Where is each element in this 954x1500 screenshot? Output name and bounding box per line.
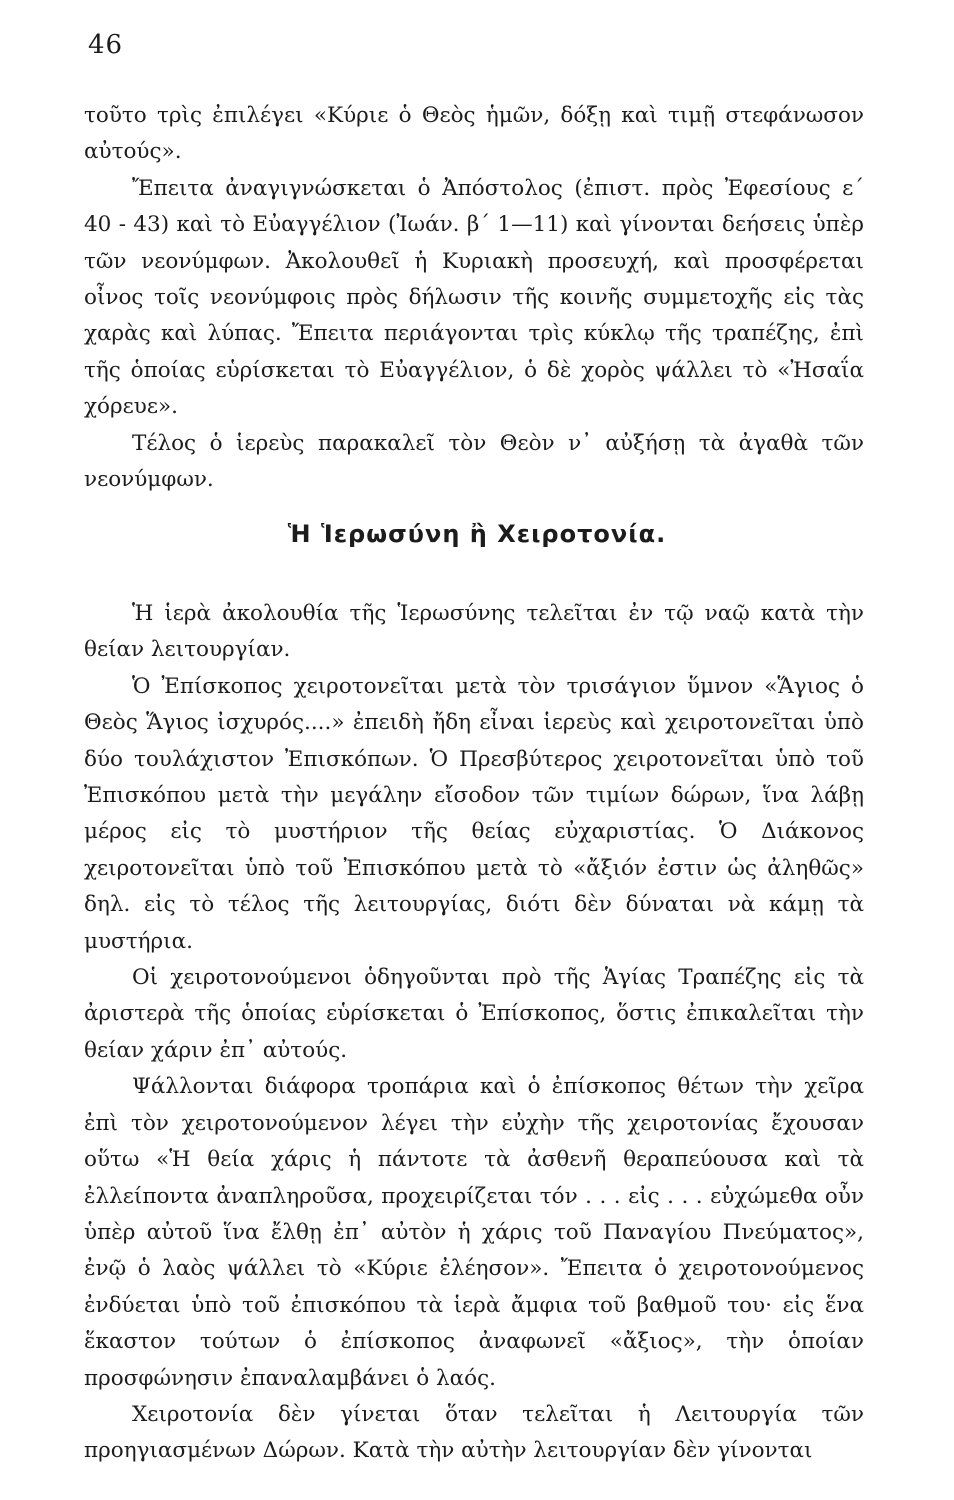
paragraph-continuation: τοῦτο τρὶς ἐπιλέγει «Κύριε ὁ Θεὸς ἡμῶν, δόξῃ καὶ τιμῇ στεφάνωσον αὐτούς». <box>84 103 864 165</box>
paragraph-ordination-prayer: Ψάλλονται διάφορα τροπάρια καὶ ὁ ἐπίσκοπος θέτων τὴν χεῖρα ἐπὶ τὸν χειροτονούμενον λέγει τὴν εὐχὴν τῆς χειροτονίας ἔχουσαν οὕτω «Ἡ θεία χάρις ἡ πάντοτε τὰ ἀσθενῆ θεραπεύουσα καὶ τὰ ἐλλείποντα ἀναπληροῦσα, προχειρίζεται τόν . . . εἰς . . . εὐχώμεθα οὖν ὑπὲρ αὐτοῦ ἵνα ἔλθῃ ἐπ᾽ αὐτὸν ἡ χάρις τοῦ Παναγίου Πνεύματος», ἐνῷ ὁ λαὸς ψάλλει τὸ «Κύριε ἐλέησον». Ἔπειτα ὁ χειροτονούμενος ἐνδύεται ὑπὸ τοῦ ἐπισκόπου τὰ ἱερὰ ἄμφια τοῦ βαθμοῦ του· εἰς ἕνα ἕκαστον τούτων ὁ ἐπίσκοπος ἀναφωνεῖ «ἄξιος», τὴν ὁποίαν προσφώνησιν ἐπαναλαμβάνει ὁ λαός. <box>84 1074 864 1391</box>
paragraph-candidates-led: Οἱ χειροτονούμενοι ὁδηγοῦνται πρὸ τῆς Ἁγίας Τραπέζης εἰς τὰ ἀριστερὰ τῆς ὁποίας εὑρίσκεται ὁ Ἐπίσκοπος, ὅστις ἐπικαλεῖται τὴν θείαν χάριν ἐπ᾽ αὐτούς. <box>84 965 864 1063</box>
page-number: 46 <box>88 30 124 60</box>
paragraph-final-blessing: Τέλος ὁ ἱερεὺς παρακαλεῖ τὸν Θεὸν ν᾽ αὐξήσῃ τὰ ἀγαθὰ τῶν νεονύμφων. <box>84 430 864 493</box>
paragraph-apostle-gospel: Ἔπειτα ἀναγιγνώσκεται ὁ Ἀπόστολος (ἐπιστ. πρὸς Ἐφεσίους ε΄ 40 - 43) καὶ τὸ Εὐαγγέλιον (Ἰωάν. β΄ 1—11) καὶ γίνονται δεήσεις ὑπὲρ τῶν νεονύμφων. Ἀκολουθεῖ ἡ Κυριακὴ προσευχή, καὶ προσφέρεται οἶνος τοῖς νεονύμφοις πρὸς δήλωσιν τῆς κοινῆς συμμετοχῆς εἰς τὰς χαρὰς καὶ λύπας. Ἔπειτα περιάγονται τρὶς κύκλῳ τῆς τραπέζης, ἐπὶ τῆς ὁποίας εὑρίσκεται τὸ Εὐαγγέλιον, ὁ δὲ χορὸς ψάλλει τὸ «Ἠσαΐα χόρευε». <box>84 175 864 420</box>
paragraph-presanctified: Χειροτονία δὲν γίνεται ὅταν τελεῖται ἡ Λειτουργία τῶν προηγιασμένων Δώρων. Κατὰ τὴν αὐτὴν λειτουργίαν δὲν γίνονται <box>84 1401 864 1464</box>
paragraph-priesthood-intro: Ἡ ἱερὰ ἀκολουθία τῆς Ἱερωσύνης τελεῖται ἐν τῷ ναῷ κατὰ τὴν θείαν λειτουργίαν. <box>84 601 864 663</box>
text-block-after-heading <box>84 596 864 1470</box>
section-heading: Ἡ Ἱερωσύνη ἢ Χειροτονία. <box>287 520 667 548</box>
text-block-before-heading <box>84 98 864 498</box>
paragraph-ordination-order: Ὁ Ἐπίσκοπος χειροτονεῖται μετὰ τὸν τρισάγιον ὕμνον «Ἅγιος ὁ Θεὸς Ἅγιος ἰσχυρός....» ἐπειδὴ ἤδη εἶναι ἱερεὺς καὶ χειροτονεῖται ὑπὸ δύο τουλάχιστον Ἐπισκόπων. Ὁ Πρεσβύτερος χειροτονεῖται ὑπὸ τοῦ Ἐπισκόπου μετὰ τὴν μεγάλην εἴσοδον τῶν τιμίων δώρων, ἵνα λάβῃ μέρος εἰς τὸ μυστήριον τῆς θείας εὐχαριστίας. Ὁ Διάκονος χειροτονεῖται ὑπὸ τοῦ Ἐπισκόπου μετὰ τὸ «ἄξιόν ἐστιν ὡς ἀληθῶς» δηλ. εἰς τὸ τέλος τῆς λειτουργίας, διότι δὲν δύναται νὰ κάμῃ τὰ μυστήρια. <box>84 673 864 954</box>
